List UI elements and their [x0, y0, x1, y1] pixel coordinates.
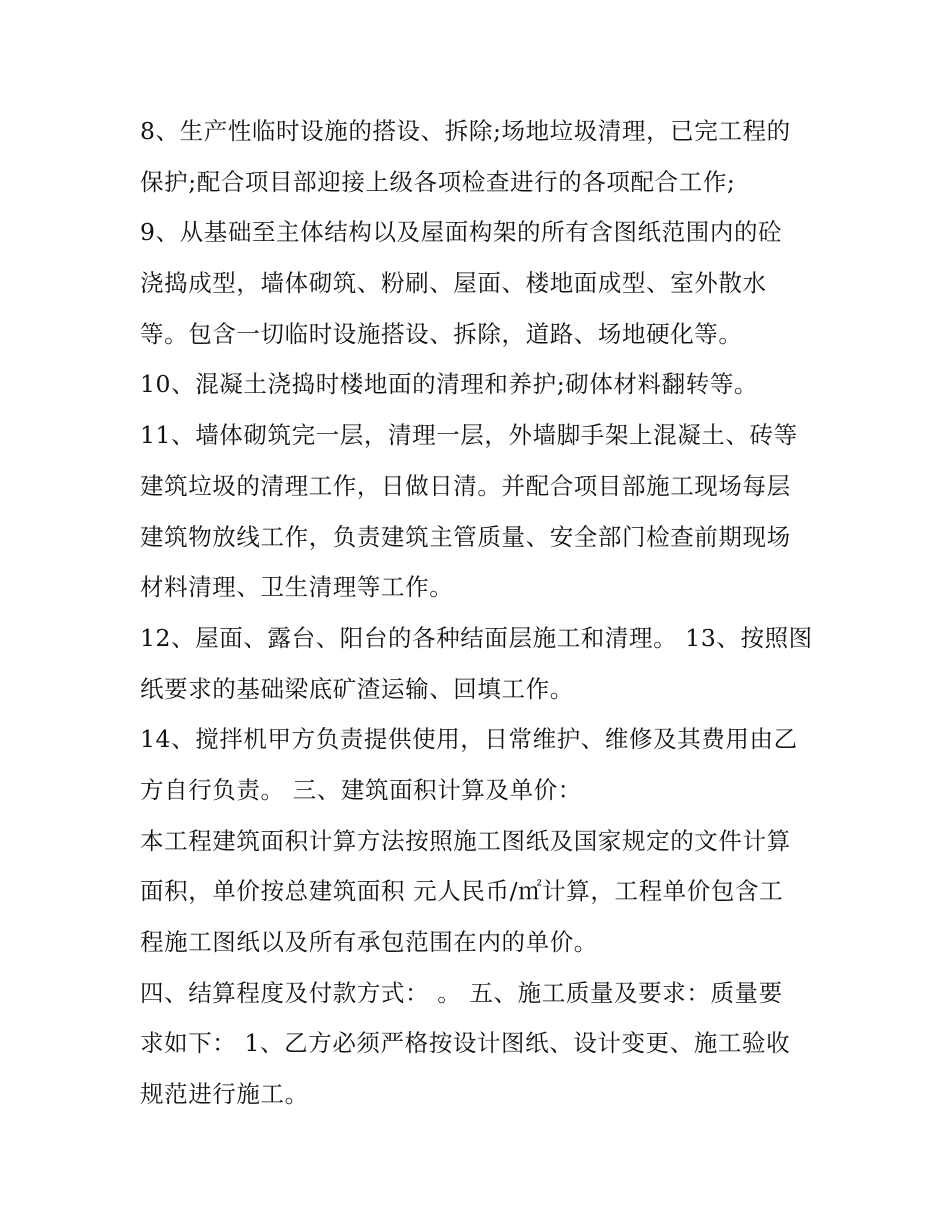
text-line: 14、搅拌机甲方负责提供使用，日常维护、维修及其费用由乙 [140, 725, 798, 754]
text-line: 规范进行施工。 [140, 1080, 309, 1109]
text-line: 材料清理、卫生清理等工作。 [140, 573, 454, 602]
text-line: 四、结算程度及付款方式： 。 五、施工质量及要求：质量要 [140, 978, 783, 1007]
text-line: 本工程建筑面积计算方法按照施工图纸及国家规定的文件计算 [140, 826, 791, 855]
text-line: 10、混凝土浇捣时楼地面的清理和养护;砌体材料翻转等。 [140, 370, 759, 399]
document-body [140, 106, 820, 1120]
text-line: 程施工图纸以及所有承包范围在内的单价。 [140, 928, 598, 956]
text-line: 求如下： 1、乙方必须严格按设计图纸、设计变更、施工验收 [140, 1029, 791, 1058]
text-line: 11、墙体砌筑完一层，清理一层，外墙脚手架上混凝土、砖等 [140, 421, 798, 450]
text-line: 8、生产性临时设施的搭设、拆除;场地垃圾清理，已完工程的 [140, 117, 791, 145]
text-line: 保护;配合项目部迎接上级各项检查进行的各项配合工作; [140, 167, 736, 196]
text-line: 方自行负责。 三、建筑面积计算及单价： [140, 775, 582, 804]
text-line: 浇捣成型，墙体砌筑、粉刷、屋面、楼地面成型、室外散水 [140, 269, 767, 298]
text-line: 9、从基础至主体结构以及屋面构架的所有含图纸范围内的砼 [140, 218, 783, 247]
text-line: 面积，单价按总建筑面积 元人民币/㎡计算，工程单价包含工 [140, 877, 784, 906]
text-line: 建筑垃圾的清理工作，日做日清。并配合项目部施工现场每层 [140, 471, 791, 500]
text-line: 纸要求的基础梁底矿渣运输、回填工作。 [140, 674, 574, 703]
text-line: 建筑物放线工作，负责建筑主管质量、安全部门检查前期现场 [140, 522, 791, 551]
text-line: 等。包含一切临时设施搭设、拆除，道路、场地硬化等。 [140, 319, 743, 348]
text-line: 12、屋面、露台、阳台的各种结面层施工和清理。 13、按照图 [140, 623, 813, 652]
